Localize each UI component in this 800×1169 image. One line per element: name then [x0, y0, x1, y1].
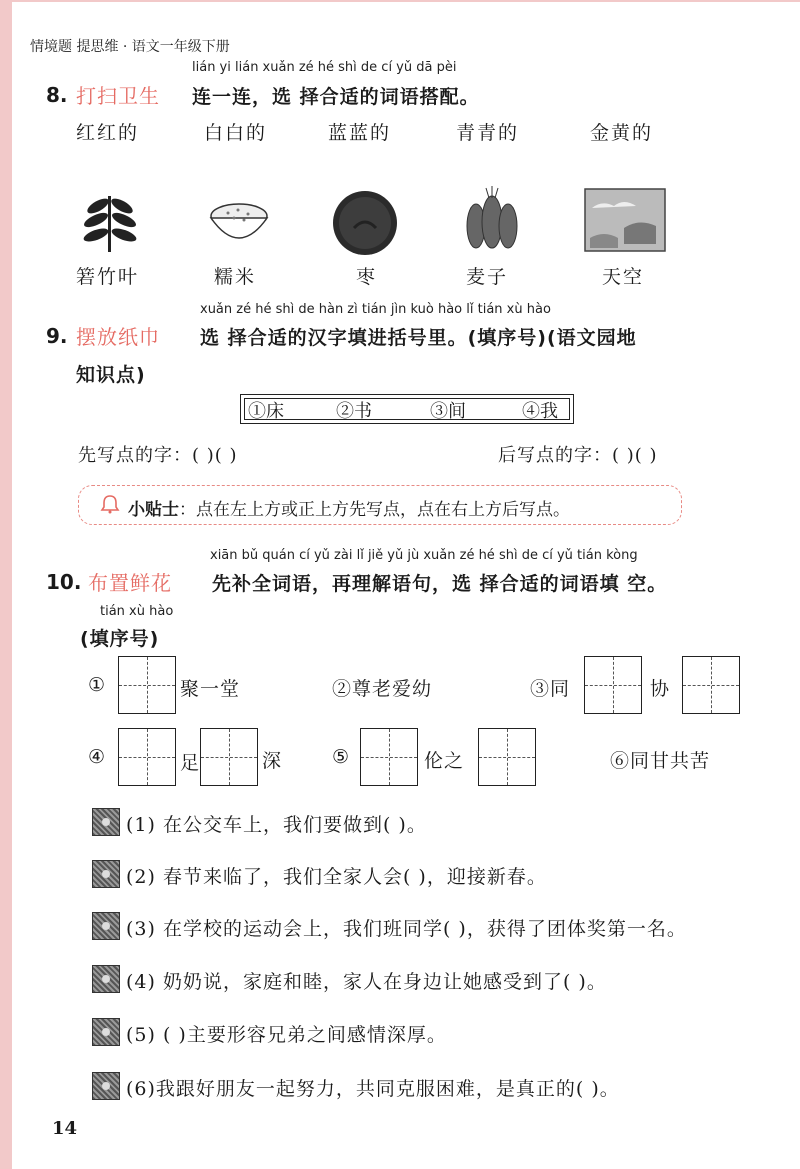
tip-text: [128, 495, 570, 520]
sentence-item[interactable]: (3) 在学校的运动会上，我们班同学( )，获得了团体奖第一名。: [126, 918, 687, 940]
adjective-word[interactable]: 蓝蓝的: [328, 122, 392, 144]
idiom-5-number: ⑤: [332, 746, 351, 768]
character-option: ③间: [430, 401, 466, 422]
q10-number: 10.: [46, 570, 82, 594]
sentence-marker-icon: [92, 965, 120, 993]
idiom-1-blank-grid[interactable]: [118, 656, 176, 714]
q8-pinyin: lián yi lián xuǎn zé hé shì de cí yǔ dā pèi: [192, 60, 457, 75]
idiom-3-number: ③同: [530, 678, 571, 700]
q10-title: 布置鲜花: [88, 571, 172, 595]
last-dot-answer[interactable]: 后写点的字：( )( ): [498, 445, 658, 466]
sentence-item[interactable]: (2) 春节来临了，我们全家人会( )，迎接新春。: [126, 866, 547, 888]
adjective-word[interactable]: 红红的: [76, 122, 140, 144]
q9-instruction: 选 择合适的汉字填进括号里。(填序号)(语文园地: [200, 327, 637, 349]
sentence-marker-icon: [92, 860, 120, 888]
rice-bowl-icon[interactable]: [208, 198, 270, 250]
sentence-item[interactable]: (4) 奶奶说，家庭和睦，家人在身边让她感受到了( )。: [126, 971, 607, 993]
sentence-item[interactable]: (6)我跟好朋友一起努力，共同克服困难，是真正的( )。: [126, 1078, 620, 1100]
q9-title: 摆放纸巾: [76, 325, 160, 349]
idiom-3-blank-grid[interactable]: [682, 656, 740, 714]
tip-content: ：点在左上方或正上方先写点，点在右上方后写点。: [179, 500, 570, 520]
adjective-word[interactable]: 青青的: [456, 122, 520, 144]
idiom-3-blank-grid[interactable]: [584, 656, 642, 714]
idiom-4-blank-grid[interactable]: [118, 728, 176, 786]
picture-label: 天空: [602, 266, 645, 288]
tip-label: 小贴士: [128, 500, 179, 520]
q8-instruction: 连一连，选 择合适的词语搭配。: [192, 86, 480, 108]
first-dot-answer[interactable]: 先写点的字：( )( ): [78, 445, 238, 466]
bamboo-leaf-icon[interactable]: [82, 192, 138, 254]
q9-instruction-cont: 知识点): [76, 364, 146, 386]
picture-label: 枣: [356, 266, 378, 288]
sentence-marker-icon: [92, 1018, 120, 1046]
sentence-item[interactable]: (5) ( )主要形容兄弟之间感情深厚。: [126, 1024, 447, 1046]
idiom-2: ②尊老爱幼: [332, 678, 433, 700]
idiom-4-mid: 足: [180, 752, 201, 774]
idiom-3-mid: 协: [650, 678, 671, 700]
idiom-6: ⑥同甘共苦: [610, 750, 711, 772]
character-option: ④我: [522, 401, 558, 422]
sentence-marker-icon: [92, 912, 120, 940]
q10-pinyin: xiān bǔ quán cí yǔ zài lǐ jiě yǔ jù xuǎn zé hé shì de cí yǔ tián kòng: [210, 548, 638, 563]
idiom-1-tail: 聚一堂: [180, 678, 241, 700]
sky-icon[interactable]: [584, 188, 666, 252]
idiom-5-mid: 伦之: [424, 750, 465, 772]
sentence-marker-icon: [92, 808, 120, 836]
picture-label: 糯米: [214, 266, 257, 288]
idiom-4-tail: 深: [262, 750, 283, 772]
wheat-icon[interactable]: [462, 184, 522, 256]
idiom-5-blank-grid[interactable]: [478, 728, 536, 786]
idiom-4-number: ④: [88, 746, 107, 768]
q10-instruction: 先补全词语，再理解语句，选 择合适的词语填 空。: [212, 573, 668, 595]
adjective-word[interactable]: 白白的: [204, 122, 268, 144]
jujube-icon[interactable]: [330, 188, 400, 258]
sentence-marker-icon: [92, 1072, 120, 1100]
q9-number: 9.: [46, 324, 68, 348]
adjective-word[interactable]: 金黄的: [590, 122, 654, 144]
q10-instruction2: (填序号): [80, 628, 160, 650]
q8-number: 8.: [46, 83, 68, 107]
character-option: ①床: [248, 401, 284, 422]
picture-label: 箬竹叶: [76, 266, 140, 288]
page-header: 情境题 提思维 · 语文一年级下册: [30, 39, 230, 55]
character-option: ②书: [336, 401, 372, 422]
sentence-item[interactable]: (1) 在公交车上，我们要做到( )。: [126, 814, 427, 836]
picture-label: 麦子: [466, 266, 509, 288]
idiom-1-number: ①: [88, 674, 107, 696]
q9-pinyin: xuǎn zé hé shì de hàn zì tián jìn kuò hào lǐ tián xù hào: [200, 302, 551, 317]
idiom-4-blank-grid[interactable]: [200, 728, 258, 786]
page-number: 14: [52, 1118, 78, 1139]
idiom-5-blank-grid[interactable]: [360, 728, 418, 786]
q8-title: 打扫卫生: [76, 84, 160, 108]
bell-icon: [100, 494, 120, 514]
q10-pinyin2: tián xù hào: [100, 604, 174, 619]
